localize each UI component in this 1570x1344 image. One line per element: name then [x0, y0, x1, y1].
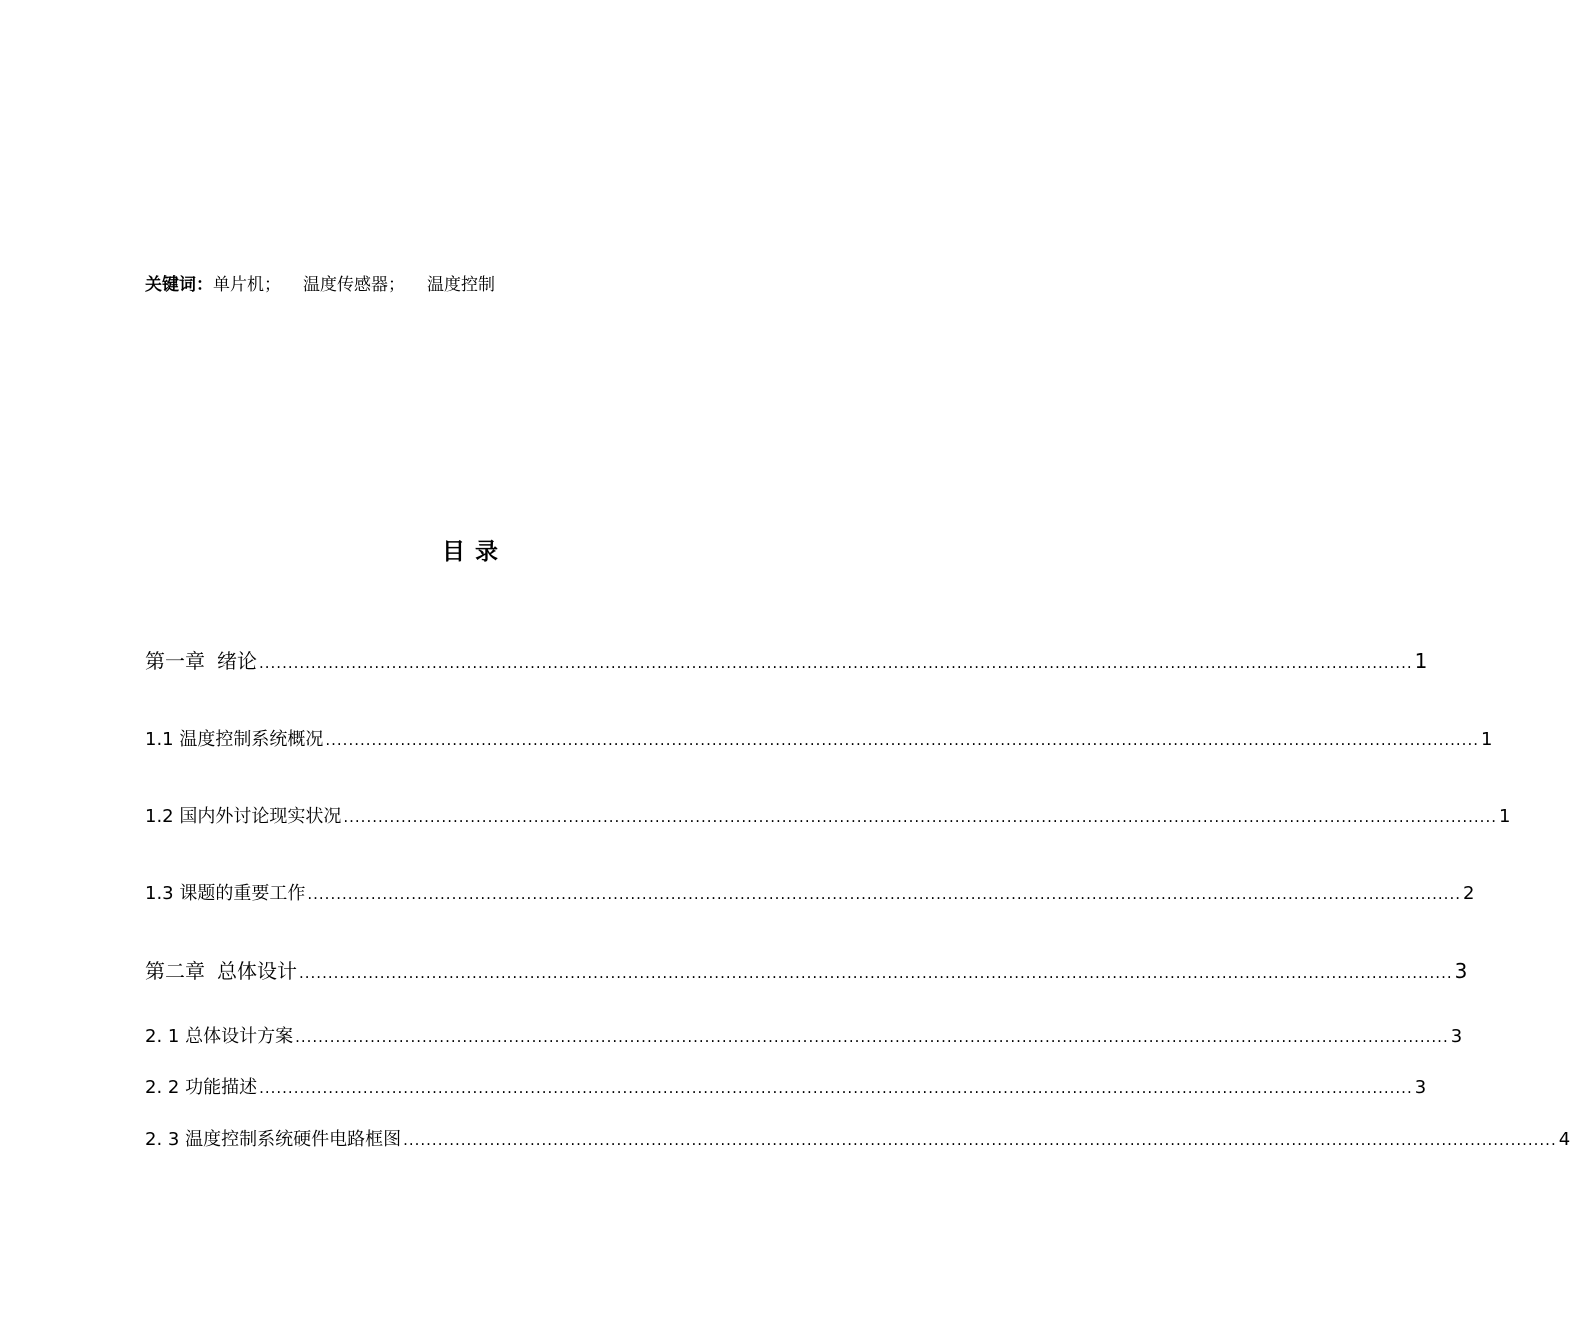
toc-entry-section[interactable] — [145, 726, 1493, 754]
toc-entry-section[interactable] — [145, 1023, 1463, 1051]
toc-page-number: 3 — [1454, 959, 1468, 983]
toc-entry-section[interactable] — [145, 1126, 1570, 1154]
keyword-item: 温度控制 — [427, 275, 495, 295]
toc-entry-number: 第二章 — [145, 959, 205, 983]
toc-page-number: 4 — [1558, 1129, 1570, 1150]
toc-page-number: 1 — [1499, 806, 1511, 827]
toc-entry-section[interactable] — [145, 880, 1475, 908]
toc-entry-label — [145, 646, 257, 676]
toc-entry-label — [145, 956, 297, 986]
toc-entry-title: 温度控制系统概况 — [179, 729, 324, 750]
toc-entry-number: 2. 3 — [145, 1129, 180, 1150]
toc-page-number: 3 — [1414, 1077, 1427, 1098]
toc-dot-leader: ........................................................................................................................................................................................................ — [343, 808, 1497, 826]
toc-entry-title: 课题的重要工作 — [179, 883, 306, 904]
toc-entry-title: 绪论 — [217, 649, 257, 673]
keywords-line — [145, 272, 495, 298]
toc-entry-title: 总体设计方案 — [185, 1026, 294, 1047]
keywords-label: 关键词： — [145, 275, 213, 295]
toc-title: 目录 — [442, 539, 508, 565]
toc-dot-leader: ........................................................................................................................................................................................................ — [299, 964, 1453, 982]
toc-entry-label — [145, 880, 305, 908]
keyword-item: 温度传感器； — [303, 275, 405, 295]
toc-entry-number: 1.3 — [145, 883, 174, 904]
toc-entry-label — [145, 1023, 293, 1051]
toc-entry-chapter[interactable] — [145, 956, 1468, 988]
toc-page-number: 1 — [1414, 649, 1428, 673]
toc-entry-number: 2. 1 — [145, 1026, 180, 1047]
toc-page-number: 2 — [1463, 883, 1475, 904]
toc-entry-label — [145, 803, 341, 831]
toc-entry-number: 第一章 — [145, 649, 205, 673]
toc-dot-leader: ........................................................................................................................................................................................................ — [259, 1079, 1413, 1097]
toc-entry-label — [145, 726, 323, 754]
toc-entry-label — [145, 1074, 257, 1102]
toc-entry-section[interactable] — [145, 1074, 1427, 1102]
toc-entry-title: 总体设计 — [217, 959, 297, 983]
toc-entry-number: 1.2 — [145, 806, 174, 827]
toc-entry-title: 国内外讨论现实状况 — [179, 806, 342, 827]
toc-dot-leader: ........................................................................................................................................................................................................ — [325, 731, 1479, 749]
toc-dot-leader: ........................................................................................................................................................................................................ — [259, 654, 1413, 672]
toc-dot-leader: ........................................................................................................................................................................................................ — [403, 1131, 1557, 1149]
toc-entry-title: 功能描述 — [185, 1077, 258, 1098]
toc-page-number: 1 — [1481, 729, 1493, 750]
toc-entry-section[interactable] — [145, 803, 1511, 831]
toc-entry-number: 1.1 — [145, 729, 174, 750]
keyword-item: 单片机； — [213, 275, 281, 295]
toc-page-number: 3 — [1450, 1026, 1463, 1047]
toc-entry-chapter[interactable] — [145, 646, 1428, 678]
toc-entry-title: 温度控制系统硬件电路框图 — [185, 1129, 402, 1150]
toc-entry-label — [145, 1126, 401, 1154]
toc-dot-leader: ........................................................................................................................................................................................................ — [295, 1028, 1449, 1046]
toc-entry-number: 2. 2 — [145, 1077, 180, 1098]
toc-dot-leader: ........................................................................................................................................................................................................ — [307, 885, 1461, 903]
